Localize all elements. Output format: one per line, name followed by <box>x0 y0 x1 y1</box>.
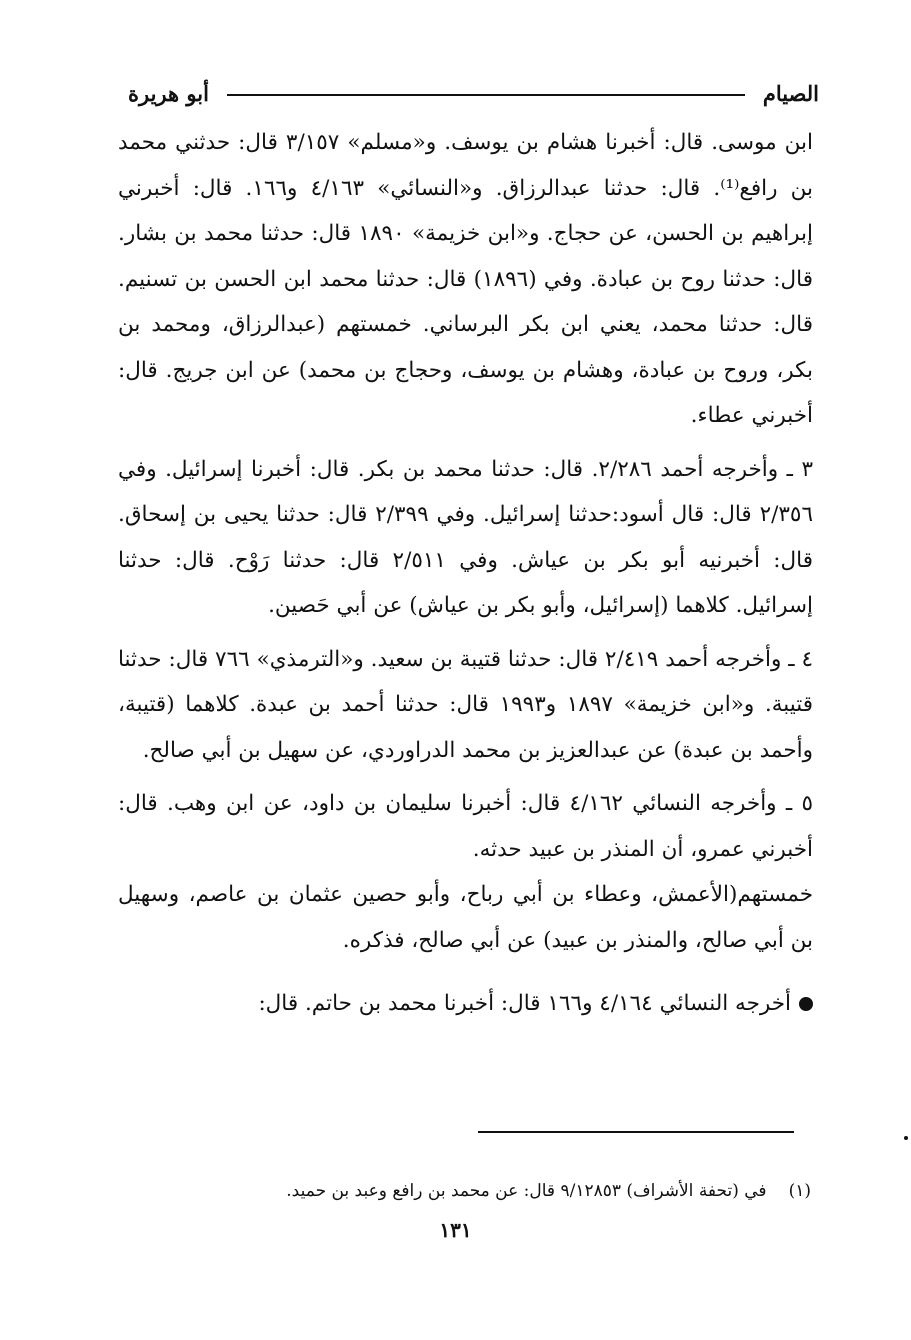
bullet-text: أخرجه النسائي ٤/١٦٤ و١٦٦ قال: أخبرنا محمد بن حاتم. قال: <box>258 991 791 1016</box>
running-header <box>128 76 819 110</box>
paragraph: خمستهم(الأعمش، وعطاء بن أبي رباح، وأبو حصين عثمان بن عاصم، وسهيل بن أبي صالح، والمنذر بن عبيد) عن أبي صالح، فذكره. <box>118 882 813 953</box>
paragraph: ابن موسى. قال: أخبرنا هشام بن يوسف. و«مسلم» ٣/١٥٧ قال: حدثني محمد بن رافع⁽¹⁾. قال: حدثنا عبدالرزاق. و«النسائي» ٤/١٦٣ و١٦٦. قال: أخبرني إبراهيم بن الحسن، عن حجاج. و«ابن خزيمة» ١٨٩٠ قال: حدثنا محمد بن بشار. قال: حدثنا روح بن عبادة. وفي (١٨٩٦) قال: حدثنا محمد ابن الحسن بن تسنيم. قال: حدثنا محمد، يعني ابن بكر البرساني. خمستهم (عبدالرزاق، ومحمد بن بكر، وروح بن عبادة، وهشام بن يوسف، وحجاج بن محمد) عن ابن جريج. قال: أخبرني عطاء. <box>118 130 814 428</box>
section-title: أبو هريرة <box>128 80 209 106</box>
paragraph: ٤ ـ وأخرجه أحمد ٢/٤١٩ قال: حدثنا قتيبة بن سعيد. و«الترمذي» ٧٦٦ قال: حدثنا قتيبة. و«ابن خزيمة» ١٨٩٧ و١٩٩٣ قال: حدثنا أحمد بن عبدة. كلاهما (قتيبة، وأحمد بن عبدة) عن عبدالعزيز بن محمد الدراوردي، عن سهيل بن أبي صالح. <box>118 646 814 763</box>
footnote <box>150 1176 811 1206</box>
page-number: ١٣١ <box>439 1218 472 1242</box>
bullet-paragraph <box>118 981 813 1027</box>
paragraph: ٣ ـ وأخرجه أحمد ٢/٢٨٦. قال: حدثنا محمد بن بكر. قال: أخبرنا إسرائيل. وفي ٢/٣٥٦ قال: قال أسود:حدثنا إسرائيل. وفي ٢/٣٩٩ قال: حدثنا يحيى بن إسحاق. قال: أخبرنيه أبو بكر بن عياش. وفي ٢/٥١١ قال: حدثنا رَوْح. قال: حدثنا إسرائيل. كلاهما (إسرائيل، وأبو بكر بن عياش) عن أبي حَصين. <box>118 456 813 618</box>
footnote-divider <box>478 1131 794 1133</box>
paragraph: ٥ ـ وأخرجه النسائي ٤/١٦٢ قال: أخبرنا سليمان بن داود، عن ابن وهب. قال: أخبرني عمرو، أن المنذر بن عبيد حدثه. <box>118 791 813 862</box>
footnote-text: في (تحفة الأشراف) ٩/١٢٨٥٣ قال: عن محمد بن رافع وعبد بن حميد. <box>286 1181 767 1201</box>
header-rule <box>227 94 745 96</box>
scan-mark <box>904 1136 908 1140</box>
chapter-title: الصيام <box>762 80 819 106</box>
footnote-number: (١) <box>788 1181 811 1201</box>
bullet-icon <box>799 997 813 1011</box>
main-text <box>118 120 813 1027</box>
